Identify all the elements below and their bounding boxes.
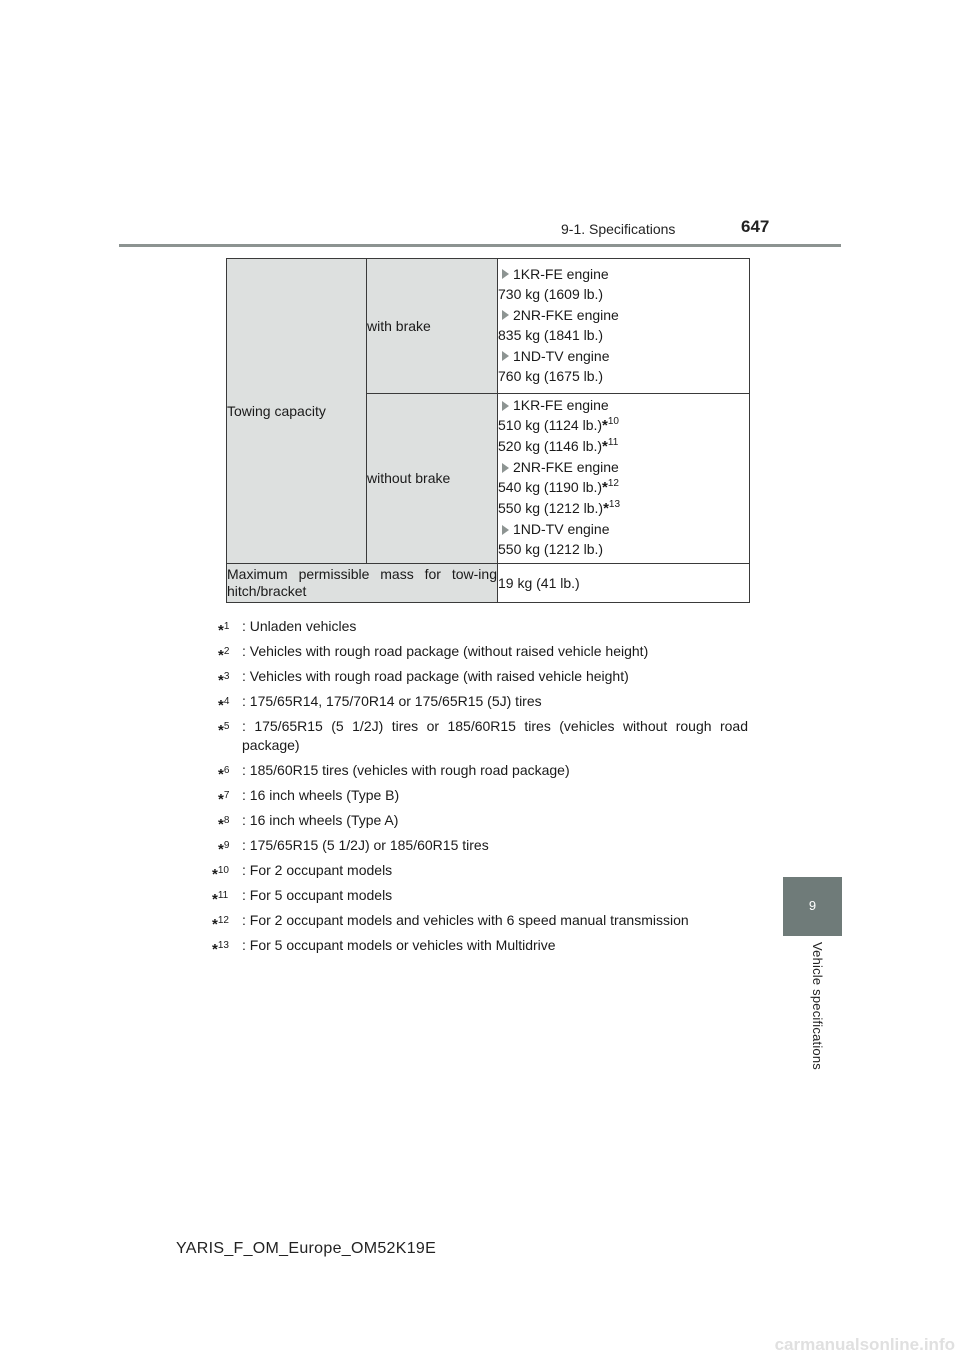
footnote-text: : 16 inch wheels (Type A)	[242, 812, 399, 828]
engine-name: 1KR-FE engine	[513, 265, 609, 282]
footnote	[212, 861, 748, 883]
footnote-text: : For 5 occupant models or vehicles with Multidrive	[242, 937, 556, 953]
footnote	[212, 717, 748, 755]
footnote	[212, 786, 748, 808]
mass-value	[498, 285, 749, 304]
footnote	[212, 667, 748, 689]
mass-value	[498, 499, 749, 518]
footnote-text: : 185/60R15 tires (vehicles with rough road package)	[242, 762, 570, 778]
footnote-ref: 13	[608, 499, 621, 511]
footnote-marker: *$^{10}$	[212, 865, 229, 883]
footnote-ref: 10	[607, 416, 619, 428]
chapter-tab-number: 9	[808, 898, 817, 913]
footnote	[212, 617, 748, 639]
footnotes	[212, 617, 748, 961]
mass-value	[498, 437, 749, 456]
footnote-ref: 11	[607, 437, 619, 449]
footnote-marker: *$^{13}$	[212, 940, 229, 958]
footnote-marker: *$^8$	[218, 815, 230, 833]
footnote-marker: *$^9$	[218, 840, 230, 858]
triangle-bullet-icon	[502, 269, 509, 279]
footnote-text: : For 5 occupant models	[242, 887, 393, 903]
footnote-text: : 175/65R15 (5 1/2J) or 185/60R15 tires	[242, 837, 489, 853]
mass-text: 730 kg (1609 lb.)	[498, 285, 604, 302]
footnote-marker: *	[603, 500, 609, 518]
footnote-text: : Unladen vehicles	[242, 618, 357, 634]
mass-text: 510 kg (1124 lb.)	[498, 417, 603, 434]
footnote-marker: *$^{12}$	[212, 915, 229, 933]
mass-text: 835 kg (1841 lb.)	[498, 326, 604, 343]
footnote-text: : 175/65R15 (5 1/2J) tires or 185/60R15 tires (vehicles without rough road package)	[242, 718, 748, 753]
mass-value	[498, 367, 749, 386]
footnote-marker: *$^5$	[218, 721, 230, 739]
footnote-marker: *	[602, 479, 608, 497]
mass-text: 520 kg (1146 lb.)	[498, 438, 603, 455]
engine-heading	[498, 306, 749, 325]
with-brake-label: with brake	[367, 259, 498, 394]
engine-name: 1ND-TV engine	[513, 521, 610, 538]
table-row	[227, 259, 750, 394]
triangle-bullet-icon	[502, 310, 509, 320]
table-row	[227, 564, 750, 603]
footnote-marker: *$^3$	[218, 671, 230, 689]
triangle-bullet-icon	[502, 463, 509, 473]
footnote-text: : Vehicles with rough road package (without raised vehicle height)	[242, 643, 649, 659]
footnote-text: : For 2 occupant models	[242, 862, 393, 878]
footnote	[212, 886, 748, 908]
mass-text: 760 kg (1675 lb.)	[498, 367, 604, 384]
page-header	[0, 0, 960, 250]
watermark	[0, 1330, 960, 1358]
section-title: 9-1. Specifications	[561, 221, 676, 237]
footnote-marker: *$^7$	[218, 790, 230, 808]
hitch-mass-label: Maximum permissible mass for tow-ing hitch/bracket	[227, 564, 498, 603]
footnote-marker: *$^4$	[218, 696, 230, 714]
triangle-bullet-icon	[502, 401, 509, 411]
watermark-logo	[0, 1330, 960, 1358]
chapter-tab-label: Vehicle specifications	[810, 942, 825, 1070]
footnote-ref: 12	[607, 478, 619, 490]
without-brake-label: without brake	[367, 393, 498, 563]
footnote	[212, 836, 748, 858]
chapter-tab[interactable]	[783, 877, 842, 936]
footnote	[212, 911, 748, 933]
mass-value	[498, 326, 749, 345]
page-number: 647	[741, 217, 770, 236]
footnote	[212, 811, 748, 833]
header-rule	[119, 244, 841, 247]
with-brake-values	[498, 259, 750, 394]
footnote-text: : For 2 occupant models and vehicles with 6 speed manual transmission	[242, 912, 689, 928]
footnote-text: : Vehicles with rough road package (with raised vehicle height)	[242, 668, 629, 684]
engine-name: 2NR-FKE engine	[513, 306, 619, 323]
engine-heading	[498, 396, 749, 415]
mass-text: 550 kg (1212 lb.)	[498, 541, 604, 558]
engine-heading	[498, 458, 749, 477]
footnote	[212, 642, 748, 664]
footnote-text: : 175/65R14, 175/70R14 or 175/65R15 (5J) tires	[242, 693, 542, 709]
mass-text: 540 kg (1190 lb.)	[498, 479, 603, 496]
footnote-marker: *	[602, 438, 608, 456]
footnote-marker: *$^2$	[218, 646, 230, 664]
svg-text:carmanualsonline.info: carmanualsonline.info	[774, 1335, 955, 1354]
footnote-marker: *	[602, 417, 608, 435]
towing-spec-table	[226, 258, 750, 603]
footnote-marker: *$^1$	[218, 621, 230, 639]
mass-value	[498, 478, 749, 497]
footnote	[212, 692, 748, 714]
footnote	[212, 936, 748, 958]
footnote	[212, 761, 748, 783]
footnote-marker: *$^{11}$	[212, 890, 229, 908]
engine-name: 1KR-FE engine	[513, 397, 609, 414]
engine-heading	[498, 520, 749, 539]
engine-name: 2NR-FKE engine	[513, 459, 619, 476]
footnote-text: : 16 inch wheels (Type B)	[242, 787, 400, 803]
hitch-mass-value: 19 kg (41 lb.)	[498, 564, 750, 603]
engine-name: 1ND-TV engine	[513, 347, 610, 364]
document-id: YARIS_F_OM_Europe_OM52K19E	[176, 1240, 437, 1257]
triangle-bullet-icon	[502, 351, 509, 361]
triangle-bullet-icon	[502, 525, 509, 535]
engine-heading	[498, 347, 749, 366]
mass-value	[498, 416, 749, 435]
without-brake-values	[498, 393, 750, 563]
mass-text: 550 kg (1212 lb.)	[498, 500, 604, 517]
footnote-marker: *$^6$	[218, 765, 230, 783]
towing-capacity-label: Towing capacity	[227, 259, 367, 564]
engine-heading	[498, 265, 749, 284]
mass-value	[498, 540, 749, 559]
